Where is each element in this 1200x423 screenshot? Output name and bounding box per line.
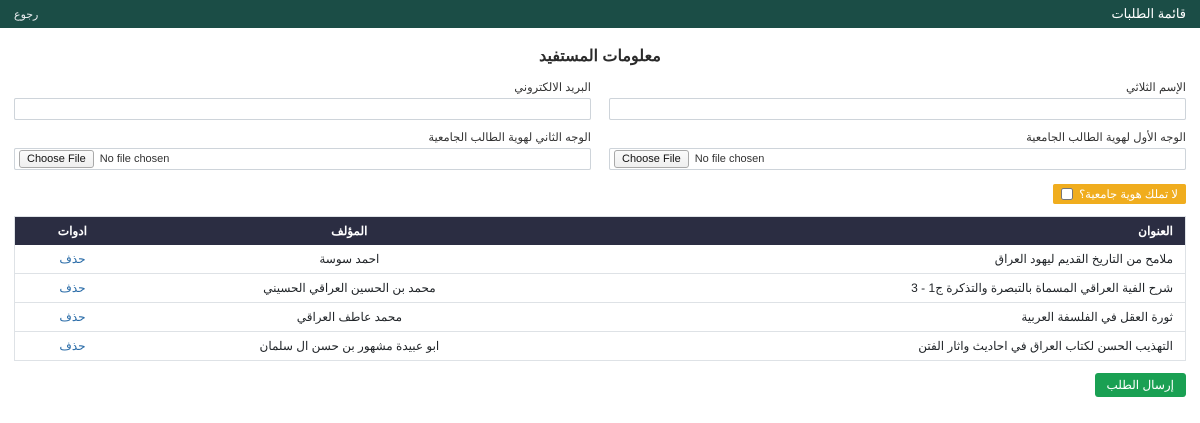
column-header-actions: ادوات [15,217,130,246]
cell-actions [15,274,130,303]
back-link[interactable]: رجوع [14,8,39,21]
cell-actions [15,332,130,361]
cell-title: شرح الفية العراقي المسماة بالتبصرة والتذكرة ج1 - 3 [569,274,1186,303]
table-row [15,245,1186,274]
no-university-id-label: لا تملك هوية جامعية؟ [1079,189,1178,201]
cell-title: ثورة العقل في الفلسفة العربية [569,303,1186,332]
delete-link[interactable]: حذف [59,281,86,295]
full-name-input[interactable] [609,98,1186,120]
cell-title: ملامح من التاريخ القديم ليهود العراق [569,245,1186,274]
cell-actions [15,245,130,274]
delete-link[interactable]: حذف [59,310,86,324]
top-bar [0,0,1200,28]
id-front-choose-file-button[interactable]: Choose File [614,150,689,168]
table-row [15,332,1186,361]
email-input[interactable] [14,98,591,120]
no-university-id-badge[interactable] [1053,184,1186,204]
field-email [14,80,591,120]
no-university-id-row [14,184,1186,204]
page-content [0,46,1200,415]
submit-row [14,373,1186,397]
field-id-front [609,130,1186,170]
id-front-file-input[interactable] [609,148,1186,170]
id-back-choose-file-button[interactable]: Choose File [19,150,94,168]
table-row [15,274,1186,303]
page-title: قائمة الطلبات [1111,6,1186,21]
cell-actions [15,303,130,332]
email-label: البريد الالكتروني [514,82,591,94]
section-title: معلومات المستفيد [539,48,661,65]
bottom-spacer [14,397,1186,415]
cell-author: ابو عبيدة مشهور بن حسن ال سلمان [130,332,569,361]
id-back-file-input[interactable] [14,148,591,170]
form-row-identity [14,80,1186,120]
id-front-file-name: No file chosen [694,153,765,165]
id-back-file-name: No file chosen [99,153,170,165]
id-front-label: الوجه الأول لهوية الطالب الجامعية [1026,132,1186,144]
books-table-head [15,217,1186,246]
id-back-label: الوجه الثاني لهوية الطالب الجامعية [428,132,591,144]
cell-author: محمد عاطف العراقي [130,303,569,332]
delete-link[interactable]: حذف [59,339,86,353]
field-full-name [609,80,1186,120]
no-university-id-checkbox[interactable] [1061,188,1073,200]
books-table [14,216,1186,361]
table-row [15,303,1186,332]
full-name-label: الإسم الثلاثي [1125,82,1186,94]
table-header-row [15,217,1186,246]
books-table-body [15,245,1186,361]
cell-author: احمد سوسة [130,245,569,274]
field-id-back [14,130,591,170]
form-row-id-images [14,130,1186,170]
cell-title: التهذيب الحسن لكتاب العراق في احاديث واثار الفتن [569,332,1186,361]
cell-author: محمد بن الحسين العراقي الحسيني [130,274,569,303]
submit-request-button[interactable]: إرسال الطلب [1095,373,1186,397]
column-header-author: المؤلف [130,217,569,246]
delete-link[interactable]: حذف [59,252,86,266]
column-header-title: العنوان [569,217,1186,246]
